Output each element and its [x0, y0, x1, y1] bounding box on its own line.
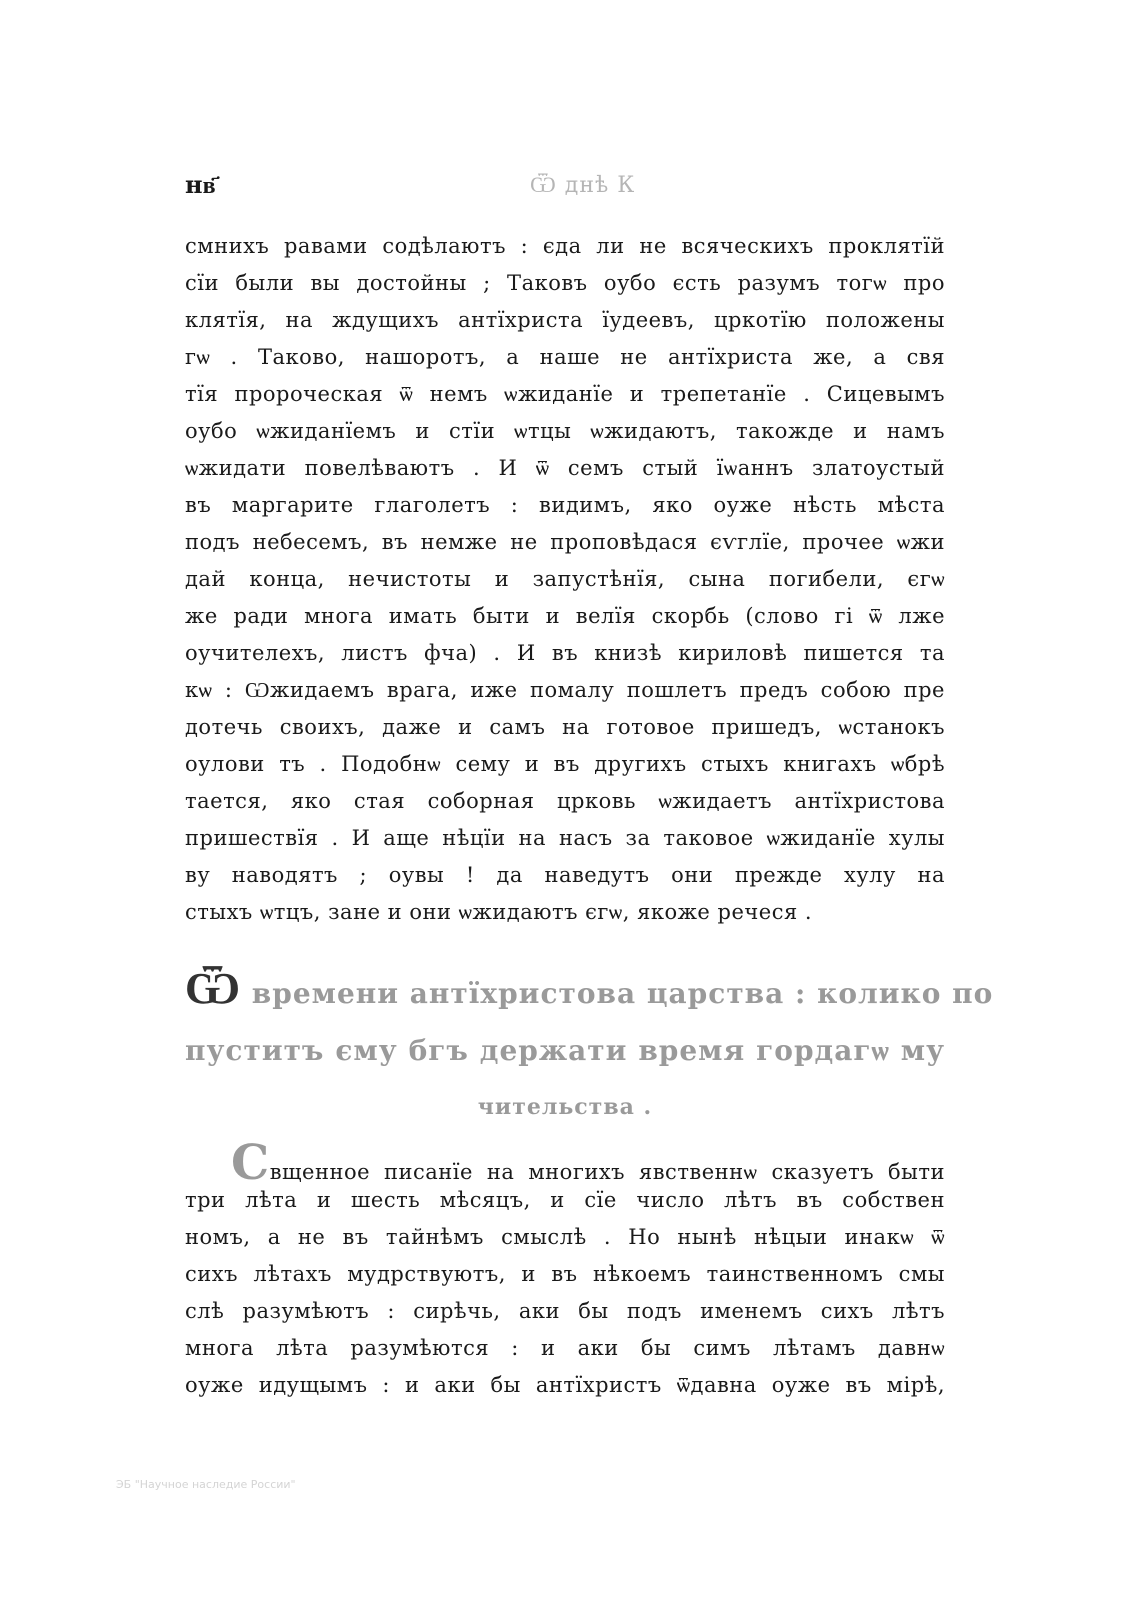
text-line: клятїя, на ждущихъ антїхриста їудеевъ, цркотїю положены [185, 308, 945, 332]
text-line: же ради многа имать быти и велїя скорбь (слово гі ѿ лже [185, 604, 945, 628]
text-line: кѡ : Ѡжидаемъ врага, иже помалу пошлетъ предъ собою пре [185, 678, 945, 702]
text-line: дотечь своихъ, даже и самъ на готовое пришедъ, ѡстанокъ [185, 715, 945, 739]
text-line: тїя пророческая ѿ немъ ѡжиданїе и трепетанїе . Сицевымъ [185, 382, 945, 406]
text-line: дай конца, нечистоты и запустѣнїя, сына погибели, єгѡ [185, 567, 945, 591]
text-line-content: вщенное писанїе на многихъ явственнѡ сказуетъ быти [269, 1160, 945, 1184]
text-line: ѡжидати повелѣваютъ . И ѿ семъ стый їѡаннъ златоустый [185, 456, 945, 480]
chapter-title-text: времени антїхристова царства : колико по [251, 977, 994, 1010]
text-line: ву наводятъ ; оувы ! да наведутъ они прежде хулу на [185, 863, 945, 887]
text-line: многа лѣта разумѣются : и аки бы симъ лѣтамъ давнѡ [185, 1336, 945, 1360]
paragraph-2 [185, 1135, 945, 1404]
footer-watermark: ЭБ "Научное наследие России" [116, 1478, 296, 1491]
chapter-title [185, 958, 994, 1132]
text-line: сїи были вы достойны ; Таковъ оубо єсть разумъ тогѡ про [185, 271, 945, 295]
page-number: нв҃ [185, 170, 216, 199]
text-line: сихъ лѣтахъ мудрствуютъ, и въ нѣкоемъ таинственномъ смы [185, 1262, 945, 1286]
paragraph-1 [185, 228, 945, 931]
chapter-title-initial: Ѿ [185, 963, 242, 1014]
text-line: номъ, а не въ тайнѣмъ смыслѣ . Но нынѣ нѣцыи инакѡ ѿ [185, 1225, 945, 1249]
text-line: гѡ . Таково, нашоротъ, а наше не антїхриста же, а свя [185, 345, 945, 369]
text-line: тается, яко стая соборная црковь ѡжидаетъ антїхристова [185, 789, 945, 813]
text-line [185, 1135, 945, 1191]
page-header [185, 170, 945, 210]
chapter-title-line-2: пуститъ єму бгъ держати время гордагѡ му [185, 1034, 945, 1067]
chapter-title-line-3: чительства . [477, 1094, 653, 1120]
text-line: оубо ѡжиданїемъ и стїи ѡтцы ѡжидаютъ, такожде и намъ [185, 419, 945, 443]
text-line: стыхъ ѡтцъ, зане и они ѡжидаютъ єгѡ, якоже речеся . [185, 900, 813, 924]
text-line: слѣ разумѣютъ : сирѣчь, аки бы подъ именемъ сихъ лѣтъ [185, 1299, 945, 1323]
text-line: въ маргарите глаголетъ : видимъ, яко оуже нѣсть мѣста [185, 493, 945, 517]
text-line: пришествїя . И аще нѣцїи на насъ за таковое ѡжиданїе хулы [185, 826, 945, 850]
drop-cap: С [231, 1135, 270, 1191]
text-line: три лѣта и шесть мѣсяцъ, и сїе число лѣтъ въ собствен [185, 1188, 945, 1212]
text-line: оулови тъ . Подобнѡ сему и въ другихъ стыхъ книгахъ ѡбрѣ [185, 752, 945, 776]
text-line: подъ небесемъ, въ немже не проповѣдася єѵглїе, прочее ѡжи [185, 530, 945, 554]
chapter-title-line-1 [185, 958, 994, 1020]
text-line: оучителехъ, листъ фча) . И въ книзѣ кириловѣ пишется та [185, 641, 945, 665]
text-line: смнихъ равами содѣлаютъ : єда ли не всяческихъ проклятїй [185, 234, 945, 258]
text-line: оуже идущымъ : и аки бы антїхристъ ѿдавна оуже въ мірѣ, [185, 1373, 945, 1397]
running-head: Ѿ днѣ К [530, 173, 636, 198]
